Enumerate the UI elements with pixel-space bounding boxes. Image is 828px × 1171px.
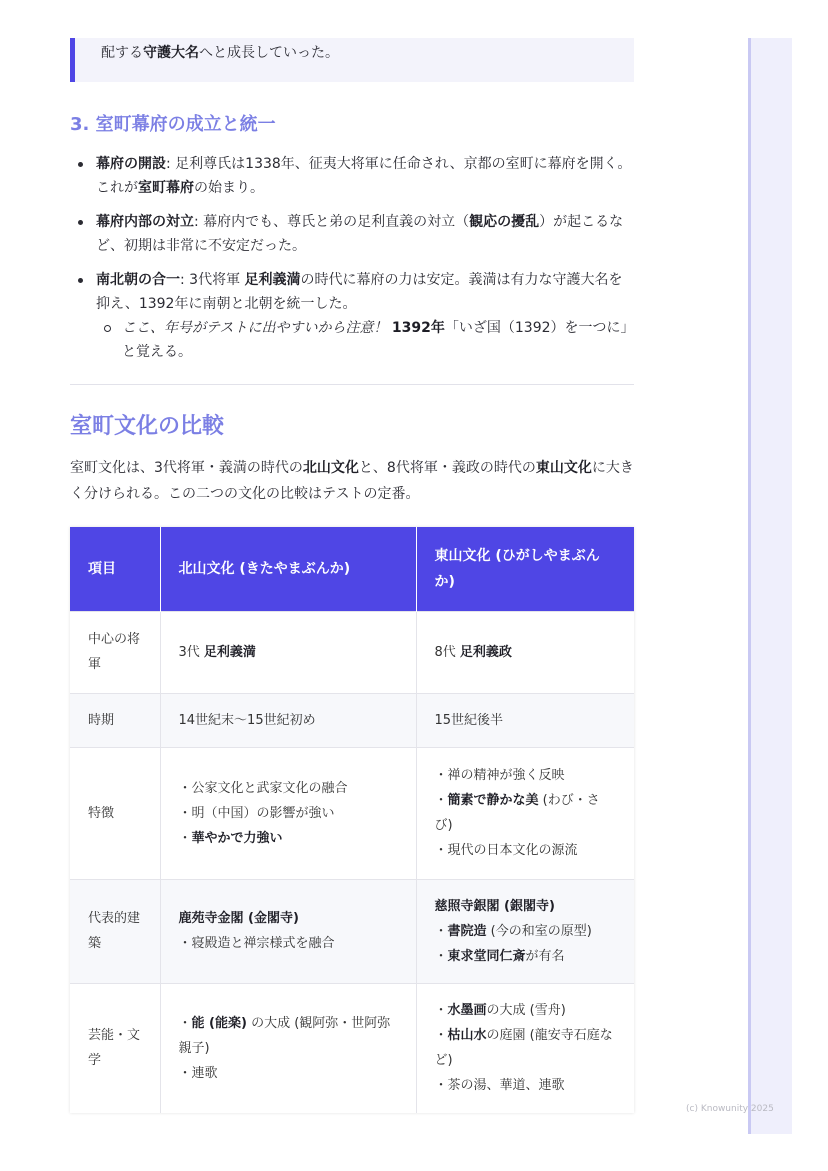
section-heading: 3. 室町幕府の成立と統一 (70, 114, 276, 135)
sub-list-item: ここ、年号がテストに出やすいから注意！ 1392年「いざ国（1392）を一つに」と覚える。 (96, 316, 634, 364)
kitayama-cell: 3代 足利義満 (160, 611, 416, 693)
kitayama-cell: ・能 (能楽) の大成 (観阿弥・世阿弥親子) ・連歌 (160, 983, 416, 1113)
table-row (70, 747, 634, 879)
list-item: 幕府内部の対立: 幕府内でも、尊氏と弟の足利直義の対立（観応の擾乱）が起こるなど、初期は非常に不安定だった。 (70, 210, 634, 258)
row-label: 時期 (70, 693, 160, 747)
header-higashiyama: 東山文化 (ひがしやまぶんか) (416, 527, 634, 611)
higashiyama-cell: ・水墨画の大成 (雪舟) ・枯山水の庭園 (龍安寺石庭など) ・茶の湯、華道、連歌 (416, 983, 634, 1113)
kitayama-cell: 14世紀末〜15世紀初め (160, 693, 416, 747)
row-label: 中心の将軍 (70, 611, 160, 693)
table-row (70, 983, 634, 1113)
divider (70, 384, 634, 385)
comparison-table (70, 527, 634, 1113)
row-label: 特徴 (70, 747, 160, 879)
list-item: 幕府の開設: 足利尊氏は1338年、征夷大将軍に任命され、京都の室町に幕府を開く。これが室町幕府の始まり。 (70, 152, 634, 200)
higashiyama-cell: ・禅の精神が強く反映 ・簡素で静かな美 (わび・さび) ・現代の日本文化の源流 (416, 747, 634, 879)
table-header-row (70, 527, 634, 611)
higashiyama-cell: 8代 足利義政 (416, 611, 634, 693)
list-item: 南北朝の合一: 3代将軍 足利義満の時代に幕府の力は安定。義満は有力な守護大名を抑え、1392年に南朝と北朝を統一した。 ここ、年号がテストに出やすいから注意！ 1392年「いざ国（1392）を一つに」と覚える。 (70, 268, 634, 364)
kitayama-cell: 鹿苑寺金閣 (金閣寺) ・寝殿造と禅宗様式を融合 (160, 879, 416, 983)
higashiyama-cell: 15世紀後半 (416, 693, 634, 747)
culture-heading: 室町文化の比較 (70, 414, 225, 439)
table-row (70, 693, 634, 747)
row-label: 芸能・文学 (70, 983, 160, 1113)
blockquote: 配する守護大名へと成長していった。 (70, 38, 634, 82)
right-sidebar-strip (748, 38, 792, 1134)
table-row (70, 611, 634, 693)
document-content (70, 38, 634, 1113)
row-label: 代表的建築 (70, 879, 160, 983)
sub-list (96, 316, 634, 364)
table-row (70, 879, 634, 983)
header-kitayama: 北山文化 (きたやまぶんか) (160, 527, 416, 611)
copyright-text: (c) Knowunity 2025 (686, 1104, 774, 1114)
header-item: 項目 (70, 527, 160, 611)
culture-intro: 室町文化は、3代将軍・義満の時代の北山文化と、8代将軍・義政の時代の東山文化に大きく分けられる。この二つの文化の比較はテストの定番。 (70, 460, 634, 502)
kitayama-cell: ・公家文化と武家文化の融合 ・明（中国）の影響が強い ・華やかで力強い (160, 747, 416, 879)
bullet-list (70, 152, 634, 364)
higashiyama-cell: 慈照寺銀閣 (銀閣寺) ・書院造 (今の和室の原型) ・東求堂同仁斎が有名 (416, 879, 634, 983)
